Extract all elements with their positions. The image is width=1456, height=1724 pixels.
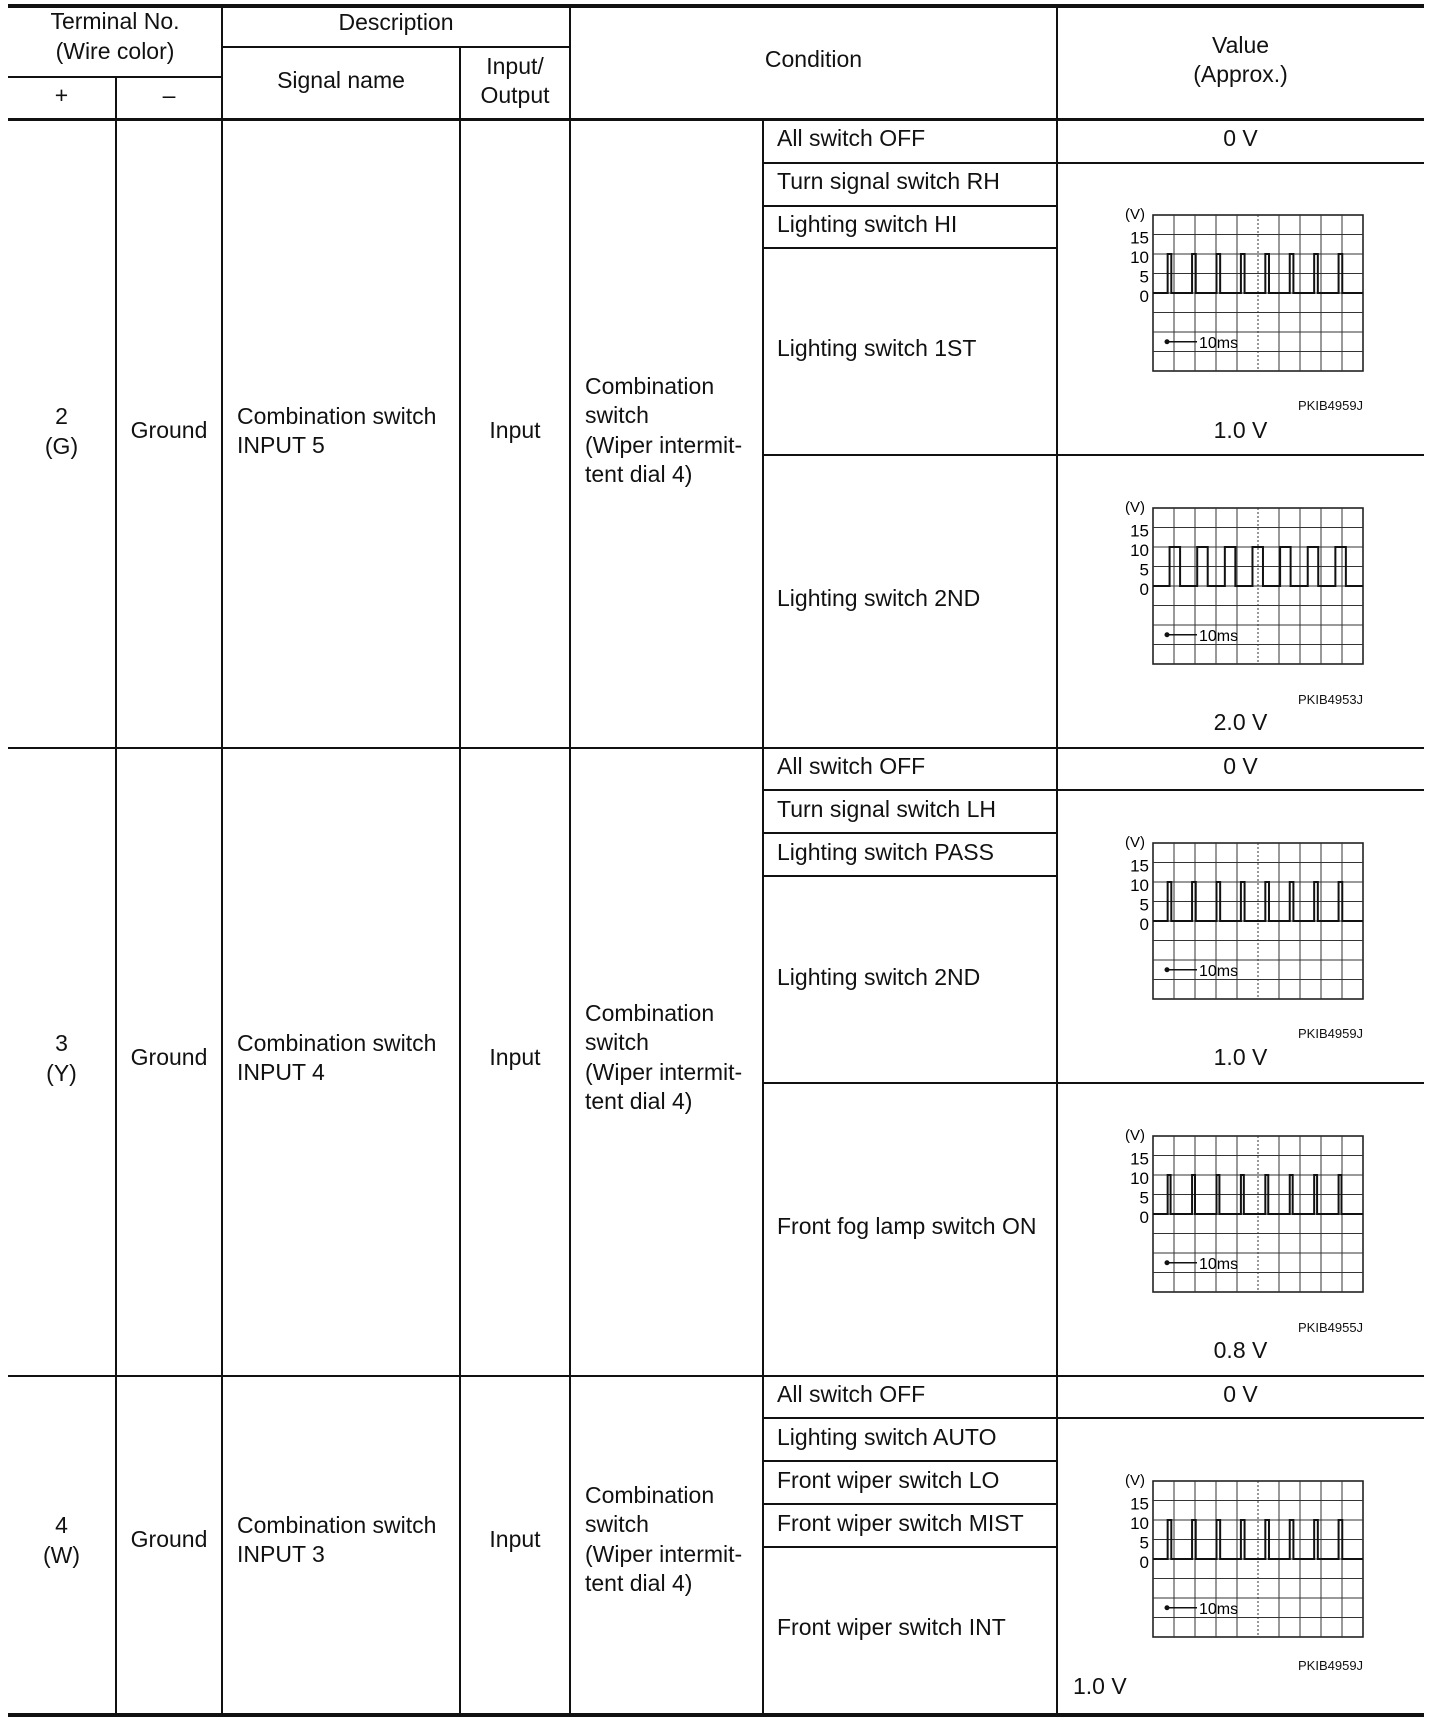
scope-timebase-label: 10ms <box>1199 962 1239 980</box>
value-text: 1.0 V <box>1073 1673 1127 1699</box>
col-line-2 <box>221 6 223 1716</box>
value-text: 0.8 V <box>1213 1337 1268 1363</box>
condition-main-line: (Wiper intermit- <box>585 1541 743 1567</box>
waveform-graph <box>1105 1122 1355 1302</box>
sub-condition: All switch OFF <box>777 1381 926 1407</box>
sub-condition: All switch OFF <box>777 753 926 779</box>
value-text: 0 V <box>1223 753 1258 779</box>
condition-main-line: Combination <box>585 373 715 399</box>
value-text: 1.0 V <box>1213 417 1268 443</box>
scope-timebase-label: 10ms <box>1199 334 1239 352</box>
sub-condition: Lighting switch HI <box>777 211 958 237</box>
waveform-graph <box>1105 201 1355 381</box>
scope-tick-label: 5 <box>1139 267 1149 287</box>
condition-main-line: switch <box>585 1029 649 1055</box>
scope-unit-label: (V) <box>1125 1472 1145 1489</box>
sub-condition: Front wiper switch INT <box>777 1614 1006 1640</box>
value-text: 0 V <box>1223 125 1258 151</box>
signal-name-line1: Combination switch <box>237 1030 437 1056</box>
sub-condition: Lighting switch AUTO <box>777 1424 997 1450</box>
scope-tick-label: 0 <box>1139 580 1149 600</box>
header-signal-name: Signal name <box>277 67 405 93</box>
terminal-wire-color: (Y) <box>46 1060 77 1086</box>
header-terminal-no: Terminal No. <box>50 8 180 34</box>
figure-code: PKIB4953J <box>1298 692 1364 707</box>
header-description: Description <box>338 9 454 35</box>
condition-main-line: Combination <box>585 1000 715 1026</box>
terminal-wire-color: (G) <box>44 433 79 459</box>
col-line-3 <box>459 46 461 1716</box>
oscilloscope-waveform <box>1105 1122 1355 1307</box>
condition-main-line: tent dial 4) <box>585 1570 693 1596</box>
waveform-graph <box>1105 494 1355 674</box>
terminal-number: 3 <box>55 1030 68 1056</box>
r2-sub-line <box>763 875 1057 877</box>
signal-name-line2: INPUT 3 <box>237 1541 325 1567</box>
value-text: 2.0 V <box>1213 709 1268 735</box>
sub-condition: Front fog lamp switch ON <box>777 1213 1037 1239</box>
figure-code: PKIB4959J <box>1298 1026 1364 1041</box>
scope-timebase-label: 10ms <box>1199 627 1239 645</box>
r1-sub-line <box>763 454 1424 456</box>
scope-tick-label: 10 <box>1130 1169 1149 1189</box>
terminal-number: 4 <box>55 1512 68 1538</box>
r1-sub-line <box>763 247 1057 249</box>
sub-condition: Turn signal switch LH <box>777 796 997 822</box>
scope-tick-label: 15 <box>1130 856 1149 876</box>
scope-unit-label: (V) <box>1125 1127 1145 1144</box>
condition-main-line: (Wiper intermit- <box>585 432 743 458</box>
scope-tick-label: 0 <box>1139 1208 1149 1228</box>
scope-tick-label: 0 <box>1139 287 1149 307</box>
figure-code: PKIB4959J <box>1298 398 1364 413</box>
signal-name-line2: INPUT 5 <box>237 432 325 458</box>
sub-condition: Lighting switch 2ND <box>777 585 981 611</box>
header-io-line1: Input/ <box>486 53 544 79</box>
figure-code: PKIB4955J <box>1298 1320 1364 1335</box>
sub-condition: Lighting switch 1ST <box>777 335 977 361</box>
value-text: 1.0 V <box>1213 1044 1268 1070</box>
sub-condition: All switch OFF <box>777 125 926 151</box>
signal-name-line1: Combination switch <box>237 1512 437 1538</box>
scope-tick-label: 10 <box>1130 1514 1149 1534</box>
oscilloscope-waveform <box>1105 494 1355 679</box>
r3-sub-line <box>763 1546 1057 1548</box>
scope-timebase-label: 10ms <box>1199 1600 1239 1618</box>
signal-name-line1: Combination switch <box>237 403 437 429</box>
minus-terminal: Ground <box>130 1526 208 1552</box>
r3-sub-line <box>763 1460 1057 1462</box>
sub-condition: Front wiper switch MIST <box>777 1510 1024 1536</box>
scope-tick-label: 5 <box>1139 560 1149 580</box>
sub-condition: Lighting switch PASS <box>777 839 994 865</box>
scope-tick-label: 15 <box>1130 228 1149 248</box>
condition-main-line: (Wiper intermit- <box>585 1059 743 1085</box>
scope-unit-label: (V) <box>1125 499 1145 516</box>
terminal-number: 2 <box>55 403 68 429</box>
r1-sub-line <box>763 205 1057 207</box>
sub-condition: Front wiper switch LO <box>777 1467 1000 1493</box>
scope-tick-label: 15 <box>1130 1149 1149 1169</box>
scope-tick-label: 0 <box>1139 1553 1149 1573</box>
scope-unit-label: (V) <box>1125 834 1145 851</box>
scope-tick-label: 10 <box>1130 876 1149 896</box>
scope-tick-label: 0 <box>1139 915 1149 935</box>
io-value: Input <box>489 1044 541 1070</box>
header-condition: Condition <box>764 46 863 72</box>
row-separator-2 <box>8 1375 1424 1377</box>
figure-code: PKIB4959J <box>1298 1658 1364 1673</box>
sub-condition: Lighting switch 2ND <box>777 964 981 990</box>
header-minus: – <box>162 82 176 108</box>
scope-tick-label: 5 <box>1139 895 1149 915</box>
scope-timebase-label: 10ms <box>1199 1255 1239 1273</box>
scope-unit-label: (V) <box>1125 206 1145 223</box>
oscilloscope-waveform <box>1105 1467 1355 1652</box>
waveform-graph <box>1105 1467 1355 1647</box>
scope-tick-label: 15 <box>1130 521 1149 541</box>
sub-condition: Turn signal switch RH <box>777 168 1000 194</box>
scope-tick-label: 10 <box>1130 541 1149 561</box>
col-line-1 <box>115 76 117 1716</box>
signal-name-line2: INPUT 4 <box>237 1059 325 1085</box>
io-value: Input <box>489 417 541 443</box>
scope-tick-label: 10 <box>1130 248 1149 268</box>
oscilloscope-waveform <box>1105 201 1355 386</box>
minus-terminal: Ground <box>130 417 208 443</box>
condition-main-line: switch <box>585 402 649 428</box>
scope-tick-label: 5 <box>1139 1533 1149 1553</box>
row-separator-1 <box>8 747 1424 749</box>
header-value-line2: (Approx.) <box>1193 61 1288 87</box>
header-io-line2: Output <box>480 82 550 108</box>
r3-sub-line <box>763 1503 1057 1505</box>
col-line-4 <box>569 6 571 1716</box>
scope-tick-label: 5 <box>1139 1188 1149 1208</box>
header-value-line1: Value <box>1211 32 1270 58</box>
r3-sub-line <box>763 1417 1424 1419</box>
minus-terminal: Ground <box>130 1044 208 1070</box>
col-line-5 <box>762 120 764 1716</box>
condition-main-line: tent dial 4) <box>585 461 693 487</box>
value-text: 0 V <box>1223 1381 1258 1407</box>
header-wire-color: (Wire color) <box>55 38 175 64</box>
condition-main-line: switch <box>585 1511 649 1537</box>
description-header-divider <box>222 46 570 48</box>
waveform-graph <box>1105 829 1355 1009</box>
r2-sub-line <box>763 789 1424 791</box>
io-value: Input <box>489 1526 541 1552</box>
condition-main-line: tent dial 4) <box>585 1088 693 1114</box>
r1-sub-line <box>763 162 1424 164</box>
r2-sub-line <box>763 832 1057 834</box>
header-plus: + <box>54 82 69 108</box>
oscilloscope-waveform <box>1105 829 1355 1014</box>
scope-tick-label: 15 <box>1130 1494 1149 1514</box>
condition-main-line: Combination <box>585 1482 715 1508</box>
terminal-wire-color: (W) <box>42 1542 81 1568</box>
r2-sub-line <box>763 1082 1424 1084</box>
